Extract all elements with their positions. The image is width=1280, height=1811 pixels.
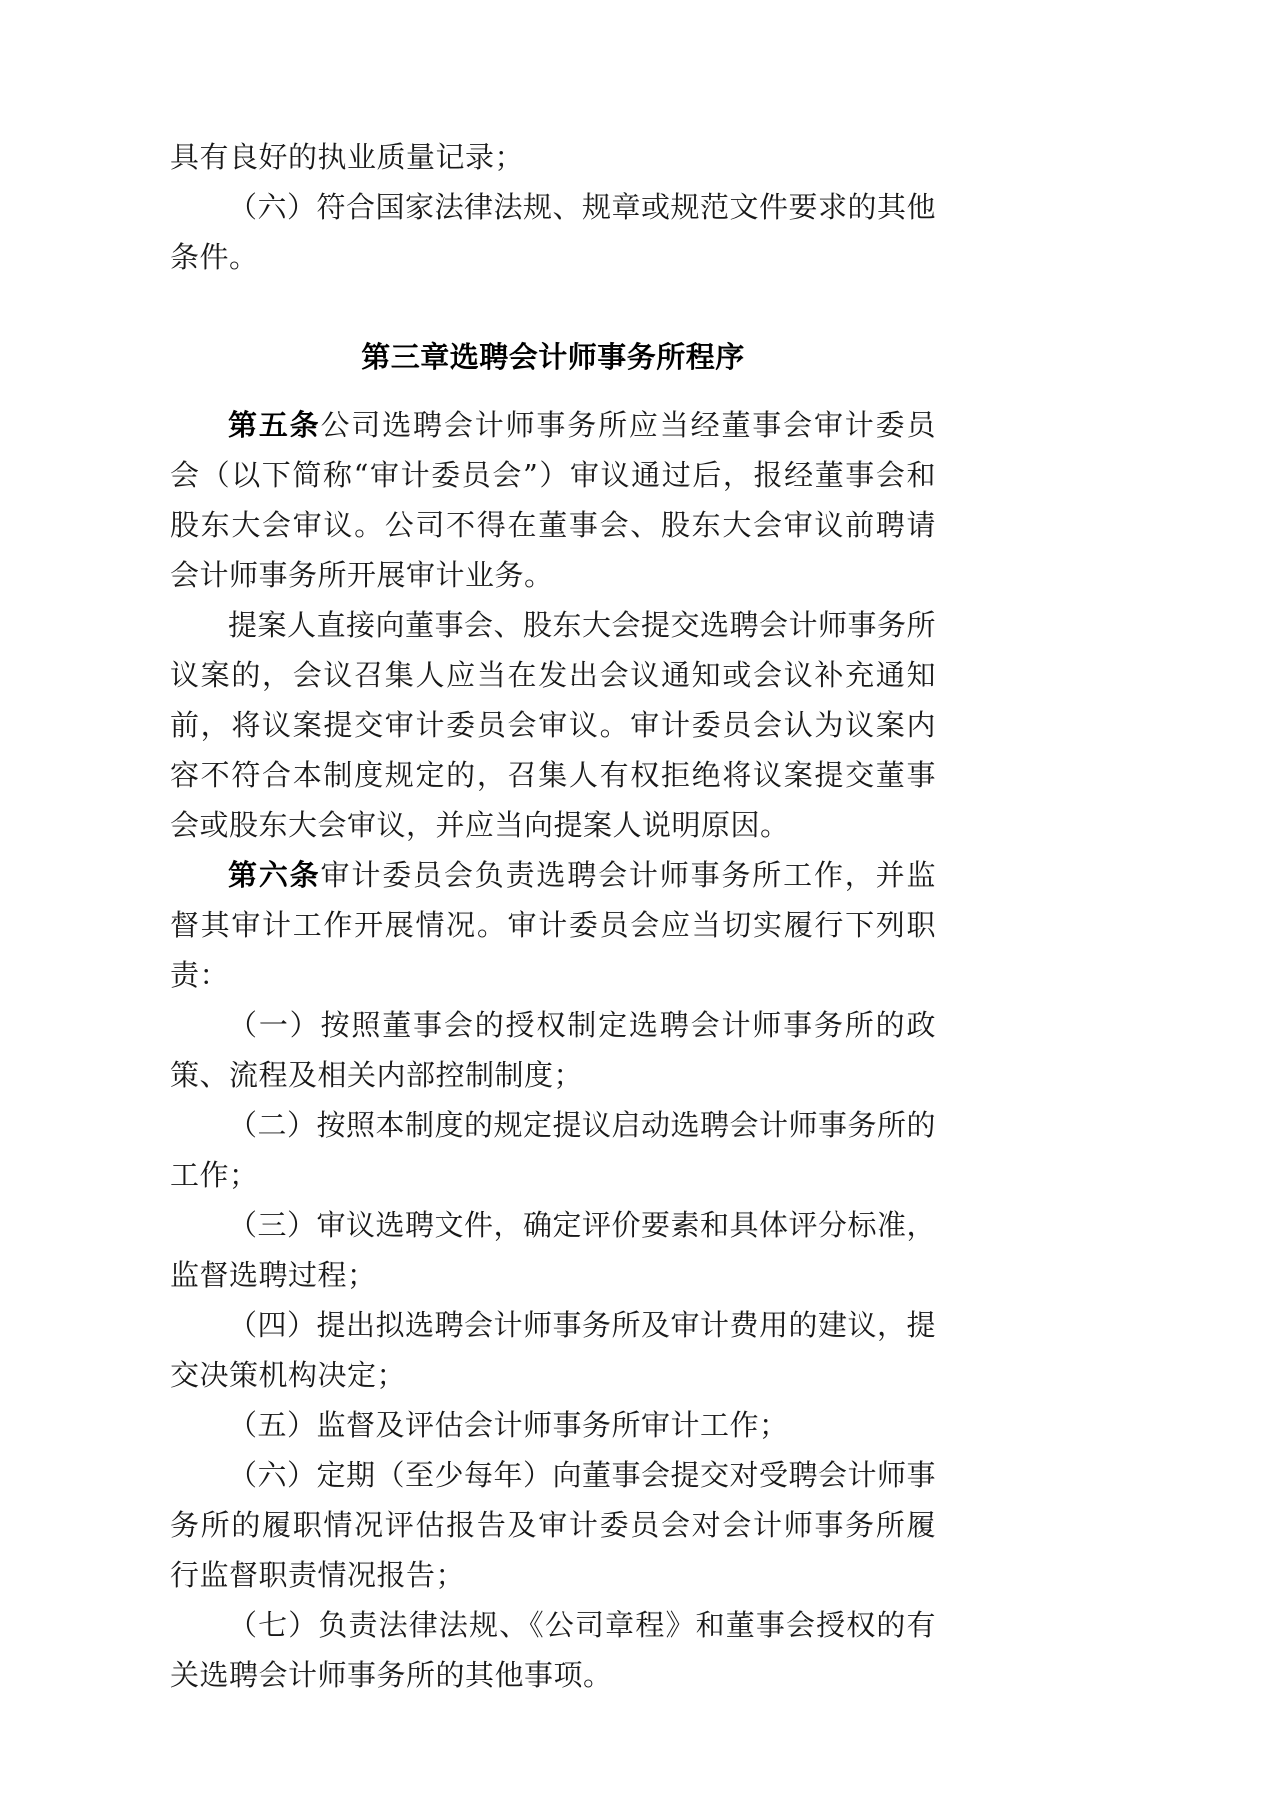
document-body <box>170 132 936 1700</box>
continued-paragraph: 具有良好的执业质量记录； <box>170 140 525 174</box>
article-five-paragraph-two: 提案人直接向董事会、股东大会提交选聘会计师事务所议案的，会议召集人应当在发出会议通知或会议补充通知前，将议案提交审计委员会审议。审计委员会认为议案内容不符合本制度规定的，召集人有权拒绝将议案提交董事会或股东大会审议，并应当向提案人说明原因。 <box>170 608 937 842</box>
article-six-paragraph <box>170 850 936 1000</box>
duty-item: （二）按照本制度的规定提议启动选聘会计师事务所的工作； <box>170 1108 937 1192</box>
condition-item-six: （六）符合国家法律法规、规章或规范文件要求的其他条件。 <box>170 190 937 274</box>
heading-spacer <box>170 382 936 400</box>
article-five-paragraph <box>170 400 936 600</box>
article-six-marker: 第六条 <box>228 858 321 892</box>
article-five-marker: 第五条 <box>228 408 321 442</box>
chapter-three-heading: 第三章选聘会计师事务所程序 <box>361 340 745 374</box>
duty-item: （六）定期（至少每年）向董事会提交对受聘会计师事务所的履职情况评估报告及审计委员会对会计师事务所履行监督职责情况报告； <box>170 1458 937 1592</box>
duty-item: （一）按照董事会的授权制定选聘会计师事务所的政策、流程及相关内部控制制度； <box>170 1008 936 1092</box>
duty-item: （三）审议选聘文件，确定评价要素和具体评分标准，监督选聘过程； <box>170 1208 937 1292</box>
section-spacer <box>170 282 936 332</box>
duty-item: （七）负责法律法规、《公司章程》和董事会授权的有关选聘会计师事务所的其他事项。 <box>170 1608 936 1692</box>
duty-item: （四）提出拟选聘会计师事务所及审计费用的建议，提交决策机构决定； <box>170 1308 937 1392</box>
article-five-text: 公司选聘会计师事务所应当经董事会审计委员会（以下简称“审计委员会”）审议通过后，报经董事会和股东大会审议。公司不得在董事会、股东大会审议前聘请会计师事务所开展审计业务。 <box>170 408 936 592</box>
duty-item: （五）监督及评估会计师事务所审计工作； <box>228 1408 789 1442</box>
article-six-text: 审计委员会负责选聘会计师事务所工作，并监督其审计工作开展情况。审计委员会应当切实履行下列职责： <box>170 858 936 992</box>
